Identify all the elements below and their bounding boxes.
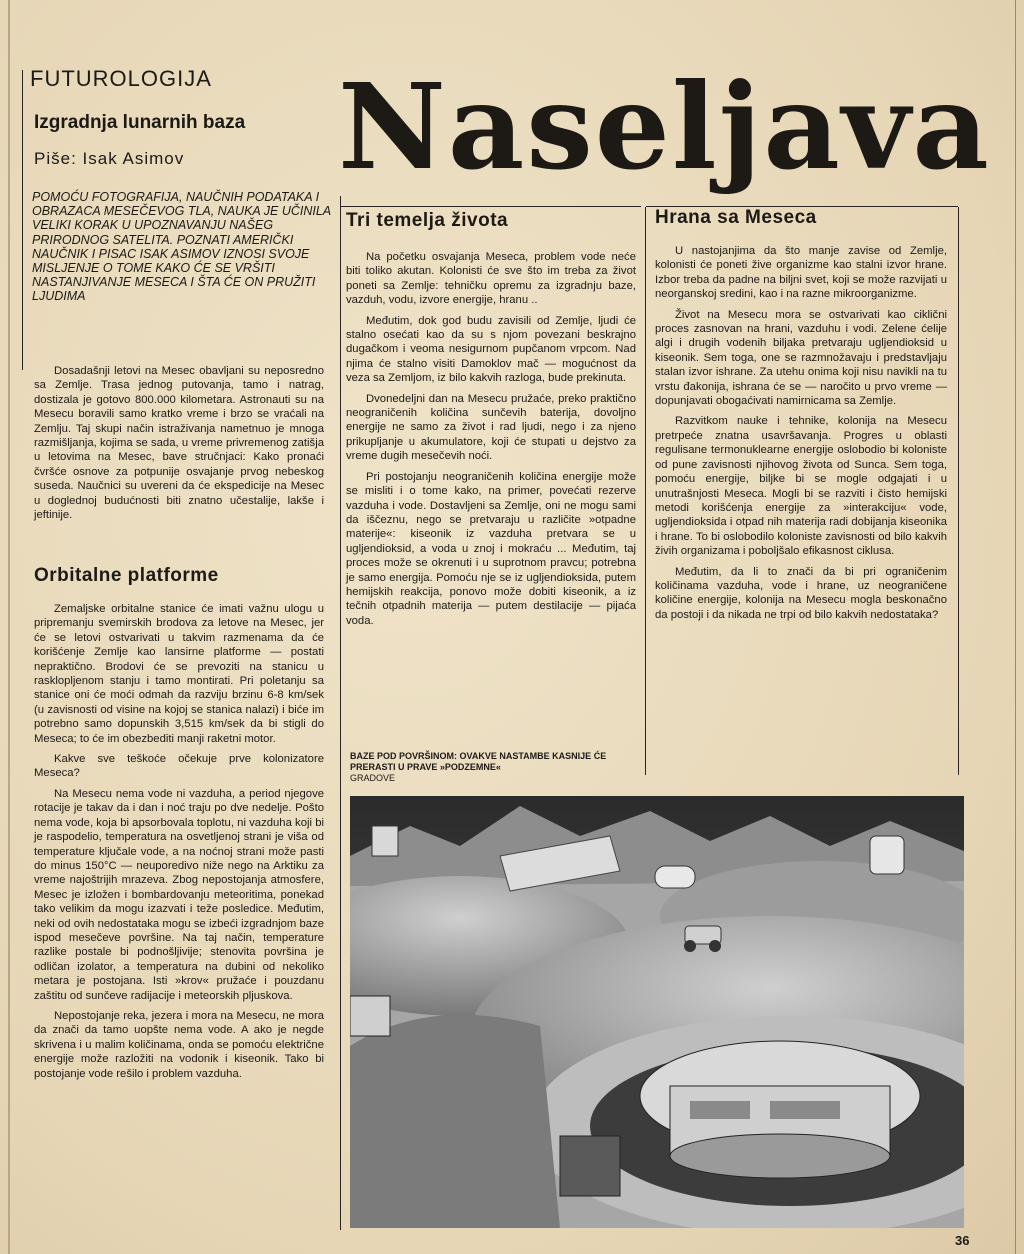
lunar-base-illustration: [350, 796, 964, 1228]
paragraph: Na početku osvajanja Meseca, problem vode neće biti toliko akutan. Kolonisti će sve što im treba za život poneti sa Zemlje: tehničku opremu za izgradnju baze, vazduh, vodu, izvore energije, hranu ..: [346, 251, 636, 307]
column-2-body: [346, 250, 636, 634]
heading-orbitalne-platforme: Orbitalne platforme: [34, 565, 219, 586]
paragraph: U nastojanjima da što manje zavise od Zemlje, kolonisti će poneti žive organizme kao stalni izvor hrane. Izbor treba da padne na biljni svet, koji se može razvijati u neorganskoj sredini, kao i na razne mikroorganizme.: [655, 245, 947, 301]
heading-tri-temelja-zivota: Tri temelja života: [346, 210, 509, 231]
paragraph: Život na Mesecu mora se ostvarivati kao ciklični proces zasnovan na hrani, vazduhu i vodi. Zelene ćelije algi i drugih vodenih biljaka pretvaraju ugljendioksid u kiseonik. Sem toga, one se razmnožavaju i predstavljaju stalan izvor ishrane. Za utehu onima koji nisu navikli na tu vrstu đakonija, ishrana će se — naročito u prvo vreme — dopunjavati obogaćivati namirnicama sa Zemlje.: [655, 308, 947, 408]
headline: Naseljava: [338, 57, 991, 196]
paragraph: Kakve sve teškoće očekuje prve kolonizatore Meseca?: [34, 753, 324, 780]
paragraph: Međutim, dok god budu zavisili od Zemlje, ljudi će stalno osećati kao da su s njom povezani beskrajno dugačkom i veoma nesigurnom pupčanom vrpcom. Nad njima će stalno visiti Damoklov mač — mogućnost da veza sa Zemljom, iz bilo kakvih razloga, bude prekinuta.: [346, 314, 636, 385]
caption-tail: GRADOVE: [350, 773, 396, 783]
column-1-body: [34, 602, 324, 1087]
section-label: FUTUROLOGIJA: [30, 66, 212, 91]
paragraph: Pri postojanju neograničenih količina energije može se misliti i o tome kako, na primer, povećati rezerve vazduha i vode. Dostavljeni sa Zemlje, oni ne mogu sami da iščeznu, nego se pretvaraju u različite »otpadne materije«: kiseonik iz vazduha pretvara se u ugljendioksid, a voda u znoj i mokraću ... Međutim, taj proces može se okrenuti i u suprotnom pravcu; potrebna je samo energija. Pomoću nje se iz ugljendioksida, putem hemijskih reakcija, ponovo može dobiti kiseonik, a iz tečnih otpadnih materija — putem destilacije — pijaća voda.: [346, 470, 636, 627]
caption-text: BAZE POD POVRŠINOM: OVAKVE NASTAMBE KASNIJE ĆE PRERASTI U PRAVE »PODZEMNE«: [350, 751, 607, 772]
column-1-intro: [34, 364, 324, 528]
column-rule-3: [958, 207, 959, 775]
paragraph: Međutim, da li to znači da bi pri ograničenim količinama vazduha, vode i hrane, uz neograničene količine energije, kolonija na Mesecu mogla beskonačno da postoji i da nikada ne trpi od bilo kakvih nedostataka?: [655, 565, 947, 621]
image-caption: [350, 751, 612, 784]
left-margin-rule: [22, 70, 23, 370]
byline: Piše: Isak Asimov: [34, 149, 185, 168]
paragraph: Nepostojanje reka, jezera i mora na Mesecu, ne mora da znači da tamo uopšte nema vode. A ako je negde skrivena i u malim količinama, onda se pomoću električne energije može razložiti na vodonik i kiseonik. Tako bi postojanje vode rešilo i problem vazduha.: [34, 1009, 324, 1080]
intro-paragraph: Dosadašnji letovi na Mesec obavljani su neposredno sa Zemlje. Trasa jednog putovanja, tamo i natrag, dostizala je gotovo 800.000 kilometara. Astronauti su na Mesecu boravili samo kratko vreme i brzo se vraćali na Zemlju. Taj skupi način istraživanja nametnuo je mnoga razmišljanja, kojima se sada, u vreme privremenog zatišja u letovima na Mesec, bave stručnjaci: Kako pronaći čvršće osnove za potpunije osvajanje prvog nebeskog suseda. Naučnici su uvereni da će ekspedicije na Mesec u doglednoj budućnosti biti znatno učestalije, lakše i jeftinije.: [34, 365, 324, 522]
heading-hrana-sa-meseca: Hrana sa Meseca: [655, 207, 817, 228]
paragraph: Razvitkom nauke i tehnike, kolonija na Mesecu pretrpeće znatna usavršavanja. Progres u oblasti regulisane termonuklearne energije oslobodio bi koloniste od pune zavisnosti njihovog života od Sunca. Sem toga, pomoću energije, biljke bi se mogle odgajati i u unutrašnjosti Meseca. Mogli bi se razviti i čisto hemijski metodi korišćenja energije za »interakciju« vode, ugljendioksida i otpad nih materija radi dobijanja kiseonika i hrane. To bi oslobodilo koloniste zavisnosti od bilo kakvih živih organizama i poboljšalo efikasnost ciklusa.: [655, 415, 947, 558]
column-rule-1: [340, 196, 341, 1230]
article-subtitle: Izgradnja lunarnih baza: [34, 112, 246, 133]
lead-paragraph: POMOĆU FOTOGRAFIJA, NAUČNIH PODATAKA I OBRAZACA MESEČEVOG TLA, NAUKA JE UČINILA VELIKI KORAK U UPOZNAVANJU NAŠEG PRIRODNOG SATELITA. POZNATI AMERIČKI NAUČNIK I PISAC ISAK ASIMOV IZNOSI SVOJE MISLJENJE O TOME KAKO ĆE SE VRŠITI NASTANJIVANJE MESECA I ŠTA ĆE ON PRUŽITI LJUDIMA: [32, 190, 331, 304]
column-rule-2: [645, 207, 646, 775]
section-rule-col2: [341, 206, 641, 207]
lunar-base-drawing: [350, 796, 964, 1228]
page-number: 36: [955, 1233, 970, 1248]
column-3-body: [655, 244, 947, 628]
paragraph: Na Mesecu nema vode ni vazduha, a period njegove rotacije je takav da i dan i noć traju po dve nedelje. Pošto nema vode, koja bi apsorbovala toplotu, ni vazduha koji bi je raspodelio, temperatura na osvetljenoj strani je viša od temperature ključale vode, a na noćnoj strani može pasti do minus 150°C — neuporedivo niže nego na Arktiku za vreme najoštrijih mrazeva. Zbog nepostojanja atmosfere, Mesec je izložen i bombardovanju meteoritima, ponekad tako velikim da mogu izazvati i teže posledice. Međutim, neki od ovih nedostataka mogu se izbeći izgradnjom baze ispod mesečeve površine. Na taj način, temperature razlike postale bi podnošljivije; stenovita površina je odličan izolator, a temperatura na dubini od nekoliko metara je postojana. Isti »krov« pružaće i pouzdanu zaštitu od sunčeve radijacije i meteorskih pljuskova.: [34, 787, 324, 1002]
page-edge: [8, 0, 10, 1254]
paragraph: Zemaljske orbitalne stanice će imati važnu ulogu u pripremanju svemirskih brodova za letove na Mesec, jer će se letovi ostvarivati u takvim razmenama da će korišćenje Zemlje kao lansirne platforme — postati nepraktično. Brodovi će se prevoziti na stanicu u rasklopljenom stanju i tamo montirati. Pri poletanju sa stanice oni će moći odmah da razviju brzinu 6-8 km/sek (u zavisnosti od visine na kojoj se stanica nalazi) i biće im potrebno samo dopunskih 3,515 km/sek da bi stigli do Meseca; to će im obezbediti manji raketni motor.: [34, 603, 324, 745]
paragraph: Dvonedeljni dan na Mesecu pružaće, preko praktično neograničenih količina sunčevih baterija, dovoljno energije ne samo za život i rad ljudi, nego i za njeno prikupljanje u akumulatore, koji će stupati u dejstvo za vreme dugih mesečevih noći.: [346, 392, 636, 463]
